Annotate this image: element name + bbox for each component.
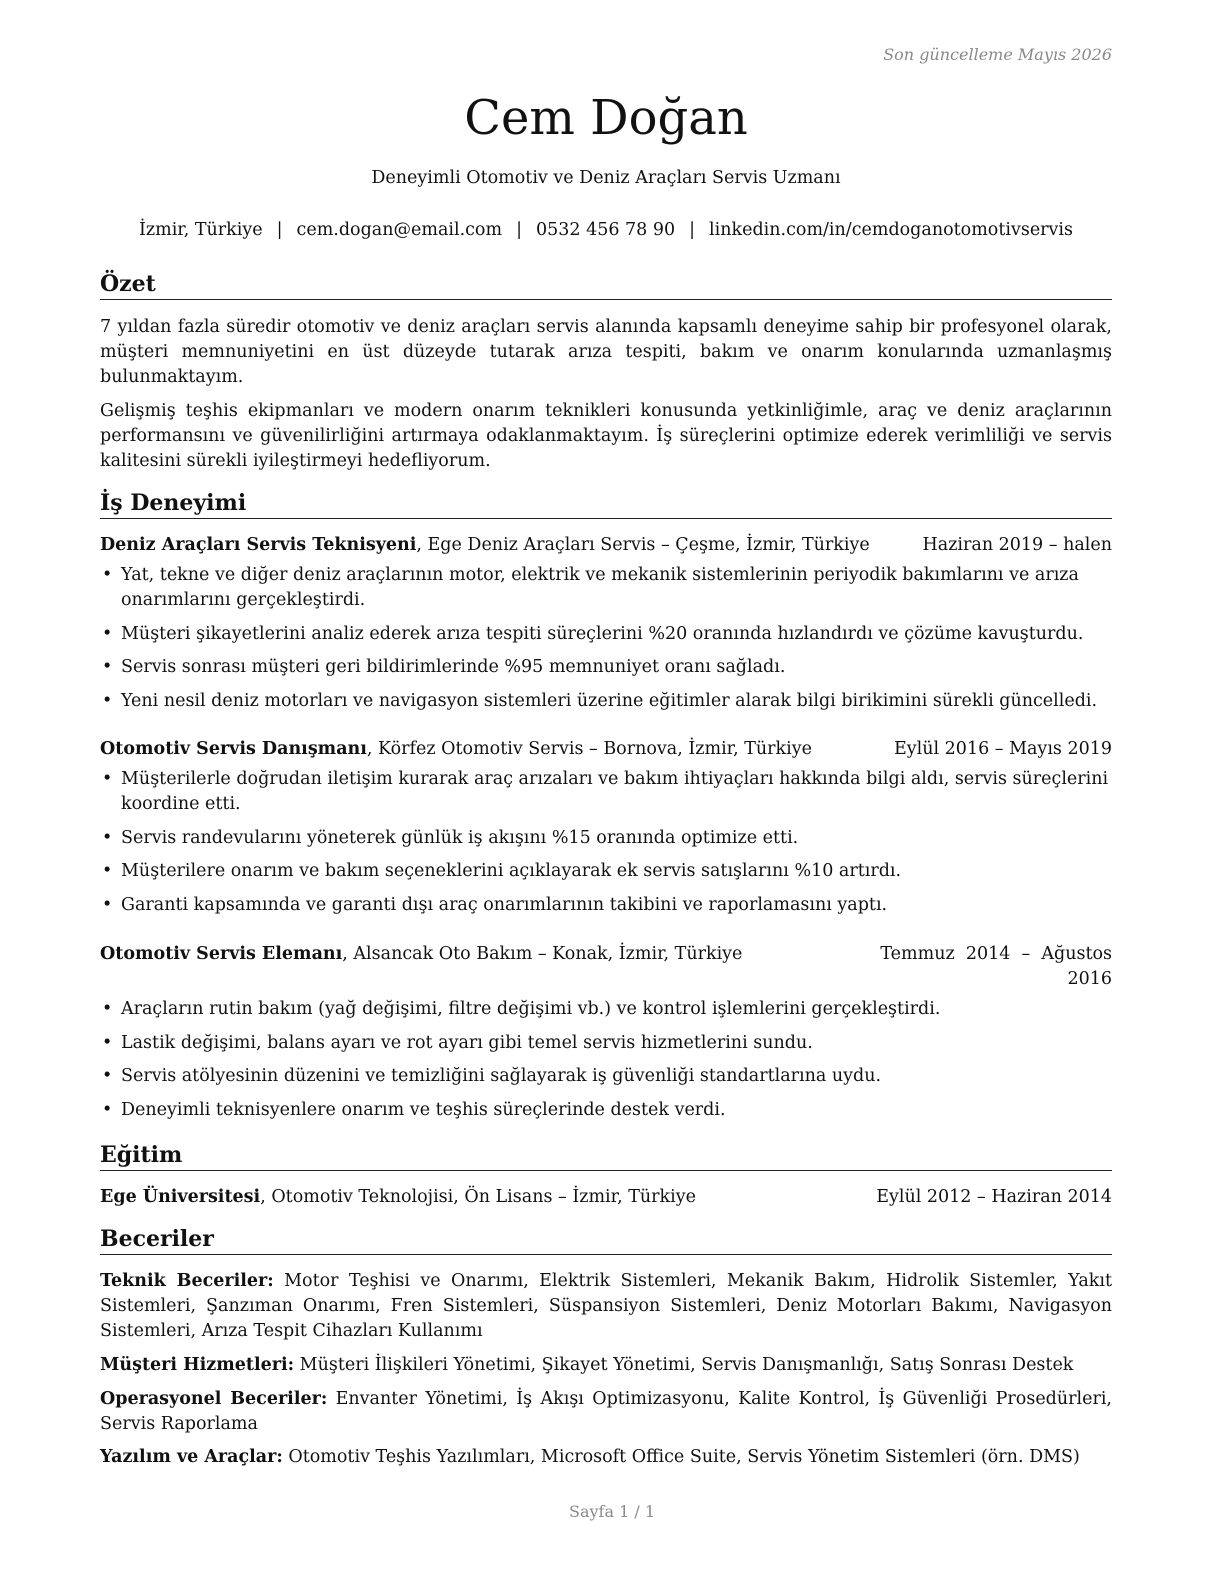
contact-separator: | <box>516 220 522 240</box>
section-title-experience: İş Deneyimi <box>100 489 1112 519</box>
education-school: Ege Üniversitesi <box>100 1187 261 1207</box>
job-date: Haziran 2019 – halen <box>922 535 1112 555</box>
job-role: Otomotiv Servis Elemanı <box>100 944 343 964</box>
education-entry <box>100 1185 1112 1210</box>
contact-line <box>100 220 1112 240</box>
list-item: • Müşteri şikayetlerini analiz ederek arıza tespiti süreçlerini %20 oranında hızlandırdı ve çözüme kavuşturdu. <box>100 622 1112 647</box>
list-item: • Lastik değişimi, balans ayarı ve rot ayarı gibi temel servis hizmetlerini sundu. <box>100 1031 1112 1056</box>
job-header <box>100 737 1112 762</box>
job-company: , Alsancak Oto Bakım – Konak, İzmir, Türkiye <box>342 944 743 964</box>
contact-separator: | <box>276 220 283 240</box>
list-item: • Servis sonrası müşteri geri bildirimlerinde %95 memnuniyet oranı sağladı. <box>100 655 1112 680</box>
skill-label: Teknik Beceriler: <box>100 1271 274 1291</box>
list-item: • Müşterilere onarım ve bakım seçeneklerini açıklayarak ek servis satışlarını %10 artırdı. <box>100 859 1112 884</box>
job-header <box>100 942 1112 989</box>
skill-label: Müşteri Hizmetleri: <box>100 1355 295 1375</box>
job-bullets <box>100 997 1112 1131</box>
skill-text: Motor Teşhisi ve Onarımı, Elektrik Sistemleri, Mekanik Bakım, Hidrolik Sistemler, Yakıt Sistemleri, Şanzıman Onarımı, Fren Sistemleri, Süspansiyon Sistemleri, Deniz Motorları Bakımı, Navigasyon Sistemleri, Arıza Tespit Cihazları Kullanımı <box>100 1271 1112 1341</box>
candidate-title: Deneyimli Otomotiv ve Deniz Araçları Servis Uzmanı <box>371 168 841 188</box>
education-date: Eylül 2012 – Haziran 2014 <box>876 1187 1112 1207</box>
job-header <box>100 533 1112 558</box>
skill-group <box>100 1445 1112 1470</box>
skill-label: Yazılım ve Araçlar: <box>100 1447 283 1467</box>
list-item: • Servis atölyesinin düzenini ve temizliğini sağlayarak iş güvenliği standartlarına uydu. <box>100 1064 1112 1089</box>
job-company: , Ege Deniz Araçları Servis – Çeşme, İzmir, Türkiye <box>416 535 870 555</box>
job-role: Deniz Araçları Servis Teknisyeni <box>100 535 417 555</box>
job-date-line-2: 2016 <box>1067 969 1112 989</box>
skill-label: Operasyonel Beceriler: <box>100 1389 328 1409</box>
summary-paragraph-2: Gelişmiş teşhis ekipmanları ve modern onarım teknikleri konusunda yetkinliğimle, araç ve deniz araçlarının performansını ve güvenilirliğini artırmaya odaklanmaktayım. İş süreçlerini optimize ederek verimliliği ve servis kalitesini sürekli iyileştirmeyi hedefliyorum. <box>100 401 1112 471</box>
skill-group <box>100 1387 1112 1437</box>
list-item: • Deneyimli teknisyenlere onarım ve teşhis süreçlerinde destek verdi. <box>100 1098 1112 1123</box>
list-item: • Garanti kapsamında ve garanti dışı araç onarımlarının takibini ve raporlamasını yaptı. <box>100 893 1112 918</box>
contact-email[interactable]: cem.dogan@email.com <box>296 220 503 240</box>
section-title-skills: Beceriler <box>100 1225 1112 1255</box>
candidate-name: Cem Doğan <box>464 90 748 146</box>
job-role: Otomotiv Servis Danışmanı <box>100 739 367 759</box>
education-detail: , Otomotiv Teknolojisi, Ön Lisans – İzmir, Türkiye <box>260 1187 696 1207</box>
list-item: • Araçların rutin bakım (yağ değişimi, filtre değişimi vb.) ve kontrol işlemlerini gerçekleştirdi. <box>100 997 1112 1022</box>
job-date: Eylül 2016 – Mayıs 2019 <box>893 739 1112 759</box>
skill-text: Envanter Yönetimi, İş Akışı Optimizasyonu, Kalite Kontrol, İş Güvenliği Prosedürleri, Servis Raporlama <box>100 1389 1112 1434</box>
skill-group <box>100 1353 1112 1378</box>
list-item: • Müşterilerle doğrudan iletişim kurarak araç arızaları ve bakım ihtiyaçları hakkında bilgi aldı, servis süreçlerini koordine etti. <box>100 767 1112 817</box>
contact-separator: | <box>689 220 696 240</box>
skill-text: Müşteri İlişkileri Yönetimi, Şikayet Yönetimi, Servis Danışmanlığı, Satış Sonrası Destek <box>294 1355 1074 1375</box>
contact-location: İzmir, Türkiye <box>138 220 263 240</box>
job-company: , Körfez Otomotiv Servis – Bornova, İzmir, Türkiye <box>366 739 812 759</box>
contact-linkedin[interactable]: linkedin.com/in/cemdoganotomotivservis <box>709 220 1074 240</box>
section-title-education: Eğitim <box>100 1141 1112 1171</box>
last-updated: Son güncelleme Mayıs 2026 <box>883 45 1112 64</box>
job-bullets <box>100 767 1112 926</box>
summary-paragraph-1: 7 yıldan fazla süredir otomotiv ve deniz araçları servis alanında kapsamlı deneyime sahip bir profesyonel olarak, müşteri memnuniyetini en üst düzeyde tutarak arıza tespiti, bakım ve onarım konularında uzmanlaşmış bulunmaktayım. <box>100 317 1112 387</box>
section-title-summary: Özet <box>100 270 1112 300</box>
skill-text: Otomotiv Teşhis Yazılımları, Microsoft Office Suite, Servis Yönetim Sistemleri (örn. DMS) <box>282 1447 1080 1467</box>
skill-group <box>100 1269 1112 1344</box>
job-date <box>880 942 1112 992</box>
list-item: • Yeni nesil deniz motorları ve navigasyon sistemleri üzerine eğitimler alarak bilgi birikimini sürekli güncelledi. <box>100 689 1112 714</box>
contact-phone: 0532 456 78 90 <box>535 220 676 240</box>
job-bullets <box>100 563 1112 722</box>
job-date-line-1: Temmuz 2014 – Ağustos <box>880 944 1112 964</box>
list-item: • Servis randevularını yöneterek günlük iş akışını %15 oranında optimize etti. <box>100 826 1112 851</box>
page-number: Sayfa 1 / 1 <box>568 1502 655 1521</box>
list-item: • Yat, tekne ve diğer deniz araçlarının motor, elektrik ve mekanik sistemlerinin periyodik bakımlarını ve arıza onarımlarını gerçekleştirdi. <box>100 563 1112 613</box>
